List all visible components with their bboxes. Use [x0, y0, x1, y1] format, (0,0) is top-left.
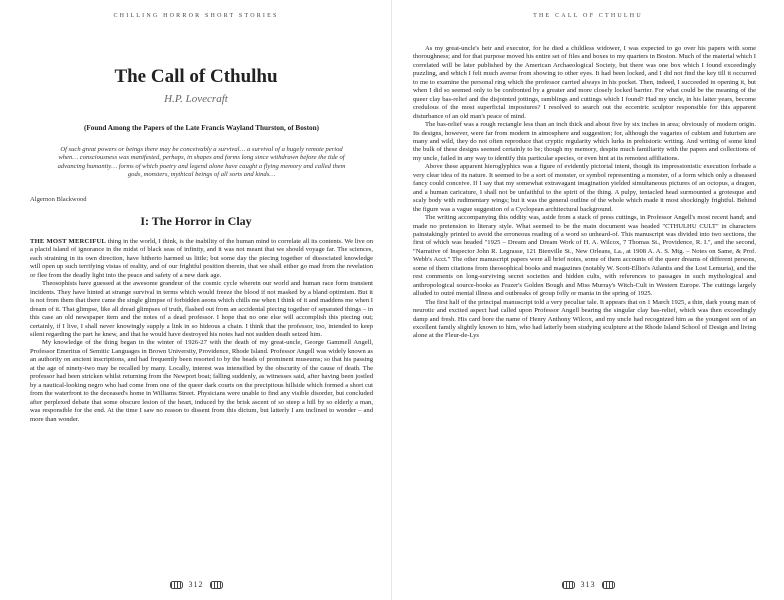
body-text — [413, 45, 756, 341]
story-author: H.P. Lovecraft — [164, 93, 228, 105]
chapter-heading: I: The Horror in Clay — [140, 214, 252, 228]
lead-in: THE MOST MERCIFUL — [30, 238, 107, 245]
paragraph: The first half of the principal manuscript told a very peculiar tale. It appears that on 1 March 1925, a thin, dark young man of neurotic and excited aspect had called upon Professor Angell bearing the singular clay bas-relief, which was then exceedingly damp and fresh. His card bore the name of Henry Anthony Wilcox, and my uncle had recognized him as the youngest son of an excellent family slightly known to him, who had latterly been studying sculpture at the Rhode Island School of Design and living alone at the Fleur-de-Lys — [413, 298, 756, 340]
paragraph: Theosophists have guessed at the awesome grandeur of the cosmic cycle wherein our world and human race form transient incidents. They have hinted at strange survival in terms which would freeze the blood if not masked by a bland optimism. But it is not from them that there came the single glimpse of forbidden aeons which chills me when I think of it and maddens me when I dream of it. That glimpse, like all dread glimpses of truth, flashed out from an accidental piecing together of separated things – in this case an old newspaper item and the notes of a dead professor. I hope that no one else will accomplish this piecing out; certainly, if I live, I shall never knowingly supply a link in so hideous a chain. I think that the professor, too, intended to keep silent regarding the part he knew, and that he would have destroyed his notes had not sudden death seized him. — [30, 280, 373, 338]
paragraph: The bas-relief was a rough rectangle less than an inch thick and about five by six inches in area; obviously of modern origin. Its designs, however, were far from modern in atmosphere and suggestion; for, although the vagaries of cubism and futurism are many and wild, they do not often reproduce that cryptic regularity which lurks in prehistoric writing. And writing of some kind the bulk of these designs seemed certainly to be; though my memory, despite much familiarity with the papers and collections of my uncle, failed in any way to identify this particular species, or even hint at its remotest affiliations. — [413, 121, 756, 162]
paragraph: As my great-uncle's heir and executor, for he died a childless widower, I was expected to go over his papers with some thoroughness; and for that purpose moved his entire set of files and boxes to my quarters in Boston. Much of the material which I correlated will be later published by the American Archaeological Society, but there was one box which I found exceedingly puzzling, and which I felt much averse from showing to other eyes. It had been locked, and I did not find the key till it occurred to me to examine the personal ring which the professor carried always in his pocket. Then, indeed, I succeeded in opening it, but when I did so seemed only to be confronted by a greater and more closely locked barrier. For what could be the meaning of the queer clay bas-relief and the disjointed jottings, ramblings and cuttings which I found? Had my uncle, in his latter years, become credulous of the most superficial impostures? I resolved to search out the eccentric sculptor responsible for this apparent disturbance of an old man's peace of mind. — [413, 45, 756, 120]
ornament-icon — [562, 581, 575, 589]
paragraph: Above these apparent hieroglyphics was a figure of evidently pictorial intent, though its impressionistic execution forbade a very clear idea of its nature. It seemed to be a sort of monster, or symbol representing a monster, of a form which only a diseased fancy could conceive. If I say that my somewhat extravagant imagination yielded simultaneous pictures of an octopus, a dragon, and a human caricature, I shall not be unfaithful to the spirit of the thing. A pulpy, tentacled head surmounted a grotesque and scaly body with rudimentary wings; but it was the general outline of the whole which made it most shockingly frightful. Behind the figure was a vague suggestion of a Cyclopean architectural background. — [413, 163, 756, 213]
epigraph: Of such great powers or beings there may be conceivably a survival… a survival of a hugely remote period when… consciousness was manifested, perhaps, in shapes and forms long since withdrawn before the tide of advancing humanity… forms of which poetry and legend alone have caught a flying memory and called them gods, monsters, mythical beings of all sorts and kinds… — [57, 146, 346, 179]
page-number: 313 — [392, 580, 784, 589]
story-title: The Call of Cthulhu — [114, 66, 278, 87]
page-number: 312 — [0, 580, 392, 589]
ornament-icon — [602, 581, 615, 589]
paragraph: THE MOST MERCIFUL thing in the world, I think, is the inability of the human mind to correlate all its contents. We live on a placid island of ignorance in the midst of black seas of infinity, and it was not meant that we should voyage far. The sciences, each straining in its own direction, have hitherto harmed us little; but some day the piecing together of dissociated knowledge will open up such terrifying vistas of reality, and of our frightful position therein, that we shall either go mad from the revelation or flee from the deadly light into the peace and safety of a new dark age. — [30, 238, 373, 279]
story-subtitle: (Found Among the Papers of the Late Francis Wayland Thurston, of Boston) — [84, 124, 319, 132]
epigraph-attribution: Algernon Blackwood — [30, 196, 87, 203]
paragraph: The writing accompanying this oddity was, aside from a stack of press cuttings, in Professor Angell's most recent hand; and made no pretension to literary style. What seemed to be the main document was headed "CTHULHU CULT" in characters painstakingly printed to avoid the erroneous reading of a word so unheard-of. This manuscript was divided into two sections, the first of which was headed "1925 – Dream and Dream Work of H. A. Wilcox, 7 Thomas St., Providence, R. I.", and the second, "Narrative of Inspector John R. Legrasse, 121 Bienville St., New Orleans, La., at 1908 A. A. S. Mtg. – Notes on Same, & Prof. Webb's Acct." The other manuscript papers were all brief notes, some of them accounts of the queer dreams of different persons, some of them citations from theosophical books and magazines (notably W. Scott-Elliot's Atlantis and the Lost Lemuria), and the rest comments on long-surviving secret societies and hidden cults, with references to passages in such mythological and anthropological source-books as Frazer's Golden Bough and Miss Murray's Witch-Cult in Western Europe. The cuttings largely alluded to outré mental illness and outbreaks of group folly or mania in the spring of 1925. — [413, 214, 756, 298]
ornament-icon — [170, 581, 183, 589]
running-head: THE CALL OF CTHULHU — [533, 13, 643, 19]
body-text — [30, 238, 373, 424]
running-head: CHILLING HORROR SHORT STORIES — [113, 13, 279, 19]
paragraph: My knowledge of the thing began in the winter of 1926-27 with the death of my great-uncle, George Gammell Angell, Professor Emeritus of Semitic Languages in Brown University, Providence, Rhode Island. Professor Angell was widely known as an authority on ancient inscriptions, and had frequently been resorted to by the heads of prominent museums; so that his passing at the age of ninety-two may be recalled by many. Locally, interest was intensified by the obscurity of the cause of death. The professor had been stricken whilst returning from the Newport boat; falling suddenly, as witnesses said, after having been jostled by a nautical-looking negro who had come from one of the queer dark courts on the precipitous hillside which formed a short cut from the waterfront to the deceased's home in Williams Street. Physicians were unable to find any visible disorder, but concluded after perplexed debate that some obscure lesion of the heart, induced by the brisk ascent of so steep a hill by so elderly a man, was responsible for the end. At the time I saw no reason to dissent from this dictum, but latterly I am inclined to wonder – and more than wonder. — [30, 339, 373, 423]
ornament-icon — [210, 581, 223, 589]
right-page — [392, 0, 784, 600]
